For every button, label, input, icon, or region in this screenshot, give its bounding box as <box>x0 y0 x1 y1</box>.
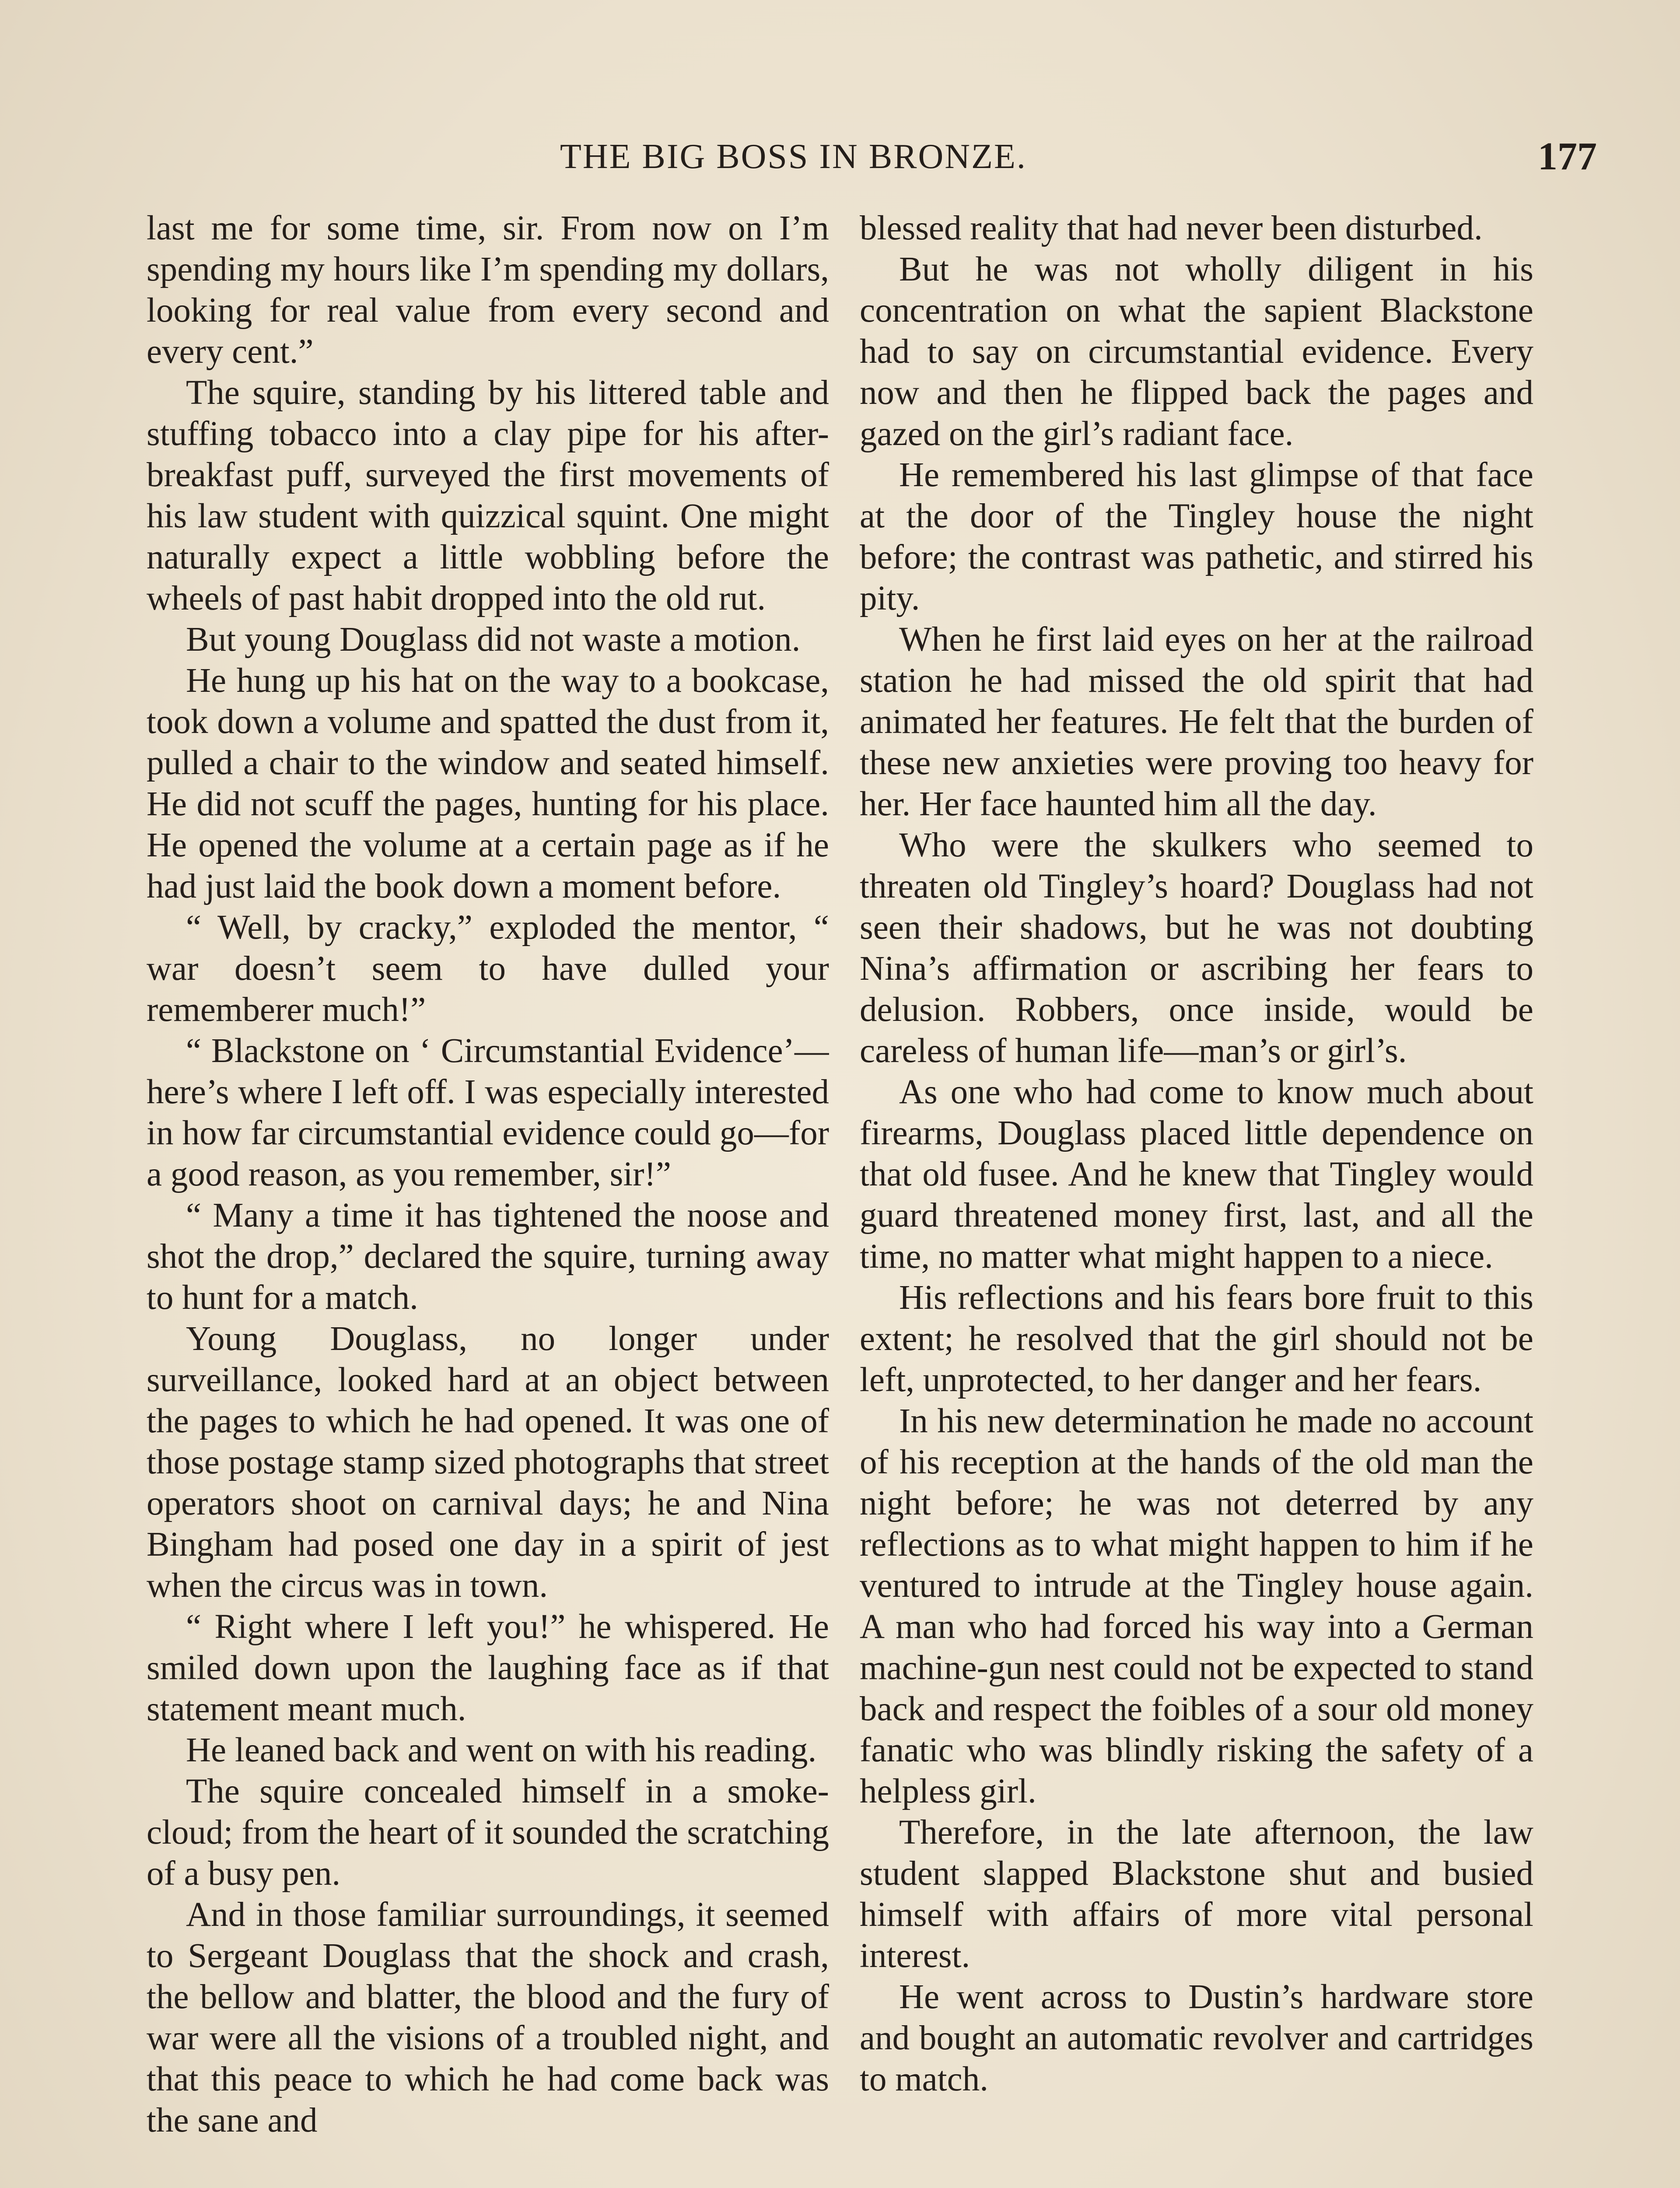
paragraph: He hung up his hat on the way to a bookcase, took down a volume and spatted the dust from it, pulled a chair to the window and seated himself. He did not scuff the pages, hunting for his place. He opened the volume at a certain page as if he had just laid the book down a moment before. <box>147 662 829 905</box>
paragraph: The squire, standing by his littered table and stuffing tobacco into a clay pipe for his after-breakfast puff, surveyed the first movements of his law student with quizzical squint. One might naturally expect a little wobbling before the wheels of past habit dropped into the old rut. <box>147 374 829 617</box>
paragraph: But he was not wholly diligent in his concentration on what the sapient Blackstone had to say on circumstantial evidence. Every now and then he flipped back the pages and gazed on the girl’s radiant face. <box>860 250 1533 453</box>
paragraph: “ Blackstone on ‘ Circumstantial Evidence’—here’s where I left off. I was especially interested in how far circumstantial evidence could go—for a good reason, as you remember, sir!” <box>147 1032 829 1193</box>
paragraph: As one who had come to know much about firearms, Douglass placed little dependence on that old fusee. And he knew that Tingley would guard threatened money first, last, and all the time, no matter what might happen to a niece. <box>860 1073 1533 1276</box>
paragraph: He remembered his last glimpse of that face at the door of the Tingley house the night before; the contrast was pathetic, and stirred his pity. <box>860 456 1533 617</box>
paragraph: last me for some time, sir. From now on I’m spending my hours like I’m spending my dollars, looking for real value from every second and every cent.” <box>147 209 829 371</box>
paragraph: In his new determination he made no account of his reception at the hands of the old man the night before; he was not deterred by any reflections as to what might happen to him if he ventured to intrude at the Tingley house again. A man who had forced his way into a German machine-gun nest could not be expected to stand back and respect the foibles of a sour old money fanatic who was blindly risking the safety of a helpless girl. <box>860 1402 1533 1810</box>
paragraph: The squire concealed himself in a smoke-cloud; from the heart of it sounded the scratching of a busy pen. <box>147 1772 829 1893</box>
page-number: 177 <box>1538 135 1597 178</box>
paragraph: “ Well, by cracky,” exploded the mentor, “ war doesn’t seem to have dulled your rememberer much!” <box>147 908 829 1029</box>
paragraph: His reflections and his fears bore fruit to this extent; he resolved that the girl should not be left, unprotected, to her danger and her fears. <box>860 1279 1533 1399</box>
right-column <box>860 208 1533 2188</box>
paragraph: Young Douglass, no longer under surveillance, looked hard at an object between the pages to which he had opened. It was one of those postage stamp sized photographs that street operators shoot on carnival days; he and Nina Bingham had posed one day in a spirit of jest when the circus was in town. <box>147 1320 829 1605</box>
paragraph: “ Many a time it has tightened the noose and shot the drop,” declared the squire, turning away to hunt for a match. <box>147 1196 829 1317</box>
paragraph: He went across to Dustin’s hardware store and bought an automatic revolver and cartridges to match. <box>860 1978 1533 2098</box>
paragraph: Who were the skulkers who seemed to threaten old Tingley’s hoard? Douglass had not seen their shadows, but he was not doubting Nina’s affirmation or ascribing her fears to delusion. Robbers, once inside, would be careless of human life—man’s or girl’s. <box>860 826 1533 1070</box>
paragraph: When he first laid eyes on her at the railroad station he had missed the old spirit that had animated her features. He felt that the burden of these new anxieties were proving too heavy for her. Her face haunted him all the day. <box>860 621 1533 823</box>
running-title: THE BIG BOSS IN BRONZE. <box>560 137 1027 176</box>
paragraph: He leaned back and went on with his reading. <box>186 1731 817 1769</box>
paragraph: “ Right where I left you!” he whispered. He smiled down upon the laughing face as if that statement meant much. <box>147 1608 829 1728</box>
paragraph: But young Douglass did not waste a motion. <box>186 621 801 659</box>
paragraph: Therefore, in the late afternoon, the law student slapped Blackstone shut and busied himself with affairs of more vital personal interest. <box>860 1813 1533 1975</box>
paragraph: blessed reality that had never been disturbed. <box>860 209 1483 247</box>
left-column <box>147 208 829 2188</box>
paragraph: And in those familiar surroundings, it seemed to Sergeant Douglass that the shock and crash, the bellow and blatter, the blood and the fury of war were all the visions of a troubled night, and that this peace to which he had come back was the sane and <box>147 1896 829 2139</box>
